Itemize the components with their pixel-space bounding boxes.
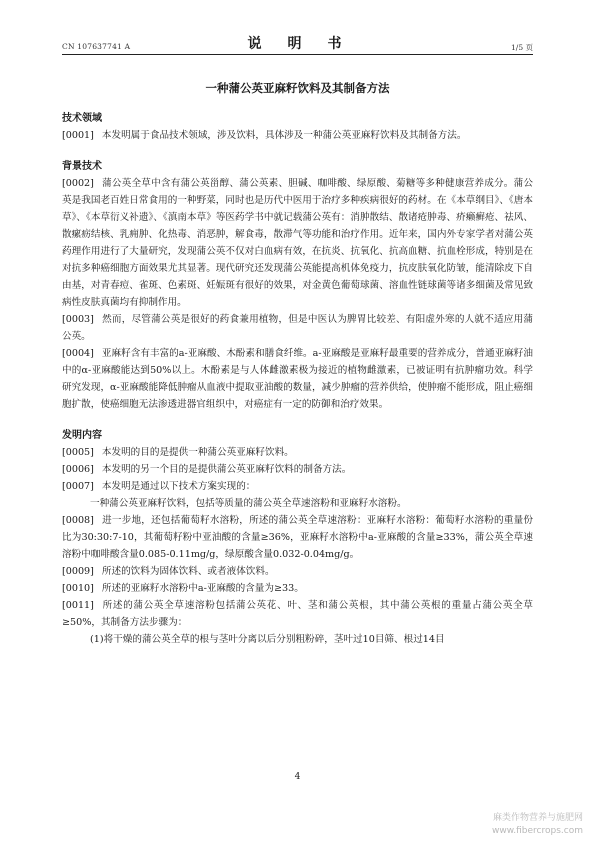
paragraph-text: 亚麻籽含有丰富的a-亚麻酸、木酚素和膳食纤维。a-亚麻酸是亚麻籽最重要的营养成分，普通亚麻籽油中的α-亚麻酸能达到50%以上。木酚素是与人体雌激素极为接近的植物雌激素，已被证明有抗肿瘤功效。科学研究发现，α-亚麻酸能降低肿瘤从血液中提取亚油酸的数量，减少肿瘤的营养供给，使肿瘤不能形成，阻止癌细胞扩散，使癌细胞无法渗透进器官组织中，对癌症有一定的防御和治疗效果。 — [62, 348, 533, 410]
document-title: 一种蒲公英亚麻籽饮料及其制备方法 — [205, 81, 390, 95]
paragraph-text: 本发明的目的是提供一种蒲公英亚麻籽饮料。 — [101, 447, 294, 458]
section-heading: 背景技术 — [62, 161, 102, 172]
paragraph-text: 所述的饮料为固体饮料、或者液体饮料。 — [101, 566, 275, 577]
page-info: 1/5 页 — [511, 43, 533, 52]
paragraph — [62, 345, 533, 413]
paragraph-number: [0010] — [62, 583, 94, 594]
paragraph-text: 所述的亚麻籽水溶粉中a-亚麻酸的含量为≥33。 — [101, 583, 304, 594]
paragraph-text: 然而，尽管蒲公英是很好的药食兼用植物，但是中医认为脾胃比较差、有阳虚外寒的人就不适应用蒲公英。 — [62, 314, 533, 342]
paragraph-number: [0002] — [62, 178, 94, 189]
patent-number: CN 107637741 A — [62, 42, 131, 51]
paragraph-text: 本发明是通过以下技术方案实现的： — [101, 481, 256, 492]
paragraph-number: [0009] — [62, 566, 94, 577]
paragraph — [62, 478, 533, 495]
paragraph-number: [0005] — [62, 447, 94, 458]
document-body — [62, 110, 533, 648]
paragraph-number: [0008] — [62, 515, 94, 526]
paragraph-number: [0006] — [62, 464, 94, 475]
paragraph — [62, 631, 533, 648]
paragraph-text: 所述的蒲公英全草速溶粉包括蒲公英花、叶、茎和蒲公英根，其中蒲公英根的重量占蒲公英全草≥50%，其制备方法步骤为： — [62, 600, 533, 628]
paragraph — [62, 580, 533, 597]
paragraph-text: 本发明的另一个目的是提供蒲公英亚麻籽饮料的制备方法。 — [101, 464, 352, 475]
paragraph — [62, 127, 533, 144]
paragraph — [62, 597, 533, 631]
paragraph — [62, 495, 533, 512]
paragraph-number: [0007] — [62, 481, 94, 492]
paragraph-text: 一种蒲公英亚麻籽饮料，包括等质量的蒲公英全草速溶粉和亚麻籽水溶粉。 — [90, 498, 407, 509]
paragraph-text: (1)将干燥的蒲公英全草的根与茎叶分离以后分别粗粉碎，茎叶过10目筛、根过14目 — [90, 634, 445, 645]
watermark-line: 麻类作物营养与施肥网 — [492, 813, 583, 823]
watermark-url: www.fibercrops.com — [492, 826, 583, 836]
page-number: 4 — [294, 772, 301, 782]
watermark — [492, 812, 583, 838]
section-heading: 发明内容 — [62, 430, 102, 441]
paragraph-number: [0003] — [62, 314, 94, 325]
paragraph-text: 本发明属于食品技术领域，涉及饮料，具体涉及一种蒲公英亚麻籽饮料及其制备方法。 — [101, 130, 467, 141]
paragraph — [62, 175, 533, 311]
paragraph — [62, 461, 533, 478]
section-heading: 技术领域 — [62, 113, 102, 124]
paragraph-number: [0001] — [62, 130, 94, 141]
paragraph-number: [0004] — [62, 348, 94, 359]
header-divider — [62, 54, 533, 55]
document-type: 说 明 书 — [247, 36, 348, 52]
paragraph-text: 进一步地，还包括葡萄籽水溶粉，所述的蒲公英全草速溶粉：亚麻籽水溶粉：葡萄籽水溶粉的重量份比为30:30:7-10，其葡萄籽粉中亚油酸的含量≥36%，亚麻籽水溶粉中a-亚麻酸的含量≥33%，蒲公英全草速溶粉中咖啡酸含量0.085-0.11mg/g，绿原酸含量0.032-0.04mg/g。 — [62, 515, 533, 560]
paragraph-text: 蒲公英全草中含有蒲公英甾醇、蒲公英素、胆碱、咖啡酸、绿原酸、菊糖等多种健康营养成分。蒲公英是我国老百姓日常食用的一种野菜，同时也是历代中医用于治疗多种疾病很好的药材。在《本草纲目》、《唐本草》、《本草衍义补遗》、《滇南本草》等医药学书中就记载蒲公英有：消肿散结、散诸疮肿毒、疥癞癣疮、祛风、散瘰疬结核、乳痈肿、化热毒、消恶肿，解食毒，散滞气等功能和治疗作用。近年来，国内外专家学者对蒲公英药理作用进行了大量研究，发现蒲公英不仅对白血病有效，在抗炎、抗氧化、抗高血糖、抗血栓形成，特别是在对抗多种癌细胞方面效果尤其显著。现代研究还发现蒲公英能提高机体免疫力，抗皮肤氧化防皱，能清除皮下自由基，对青春痘、雀斑、色素斑、妊娠斑有很好的效果，对金黄色葡萄球菌、溶血性链球菌等诸多细菌及常见致病性皮肤真菌均有抑制作用。 — [62, 178, 533, 308]
paragraph — [62, 444, 533, 461]
paragraph-number: [0011] — [62, 600, 94, 611]
paragraph — [62, 311, 533, 345]
paragraph — [62, 512, 533, 563]
paragraph — [62, 563, 533, 580]
